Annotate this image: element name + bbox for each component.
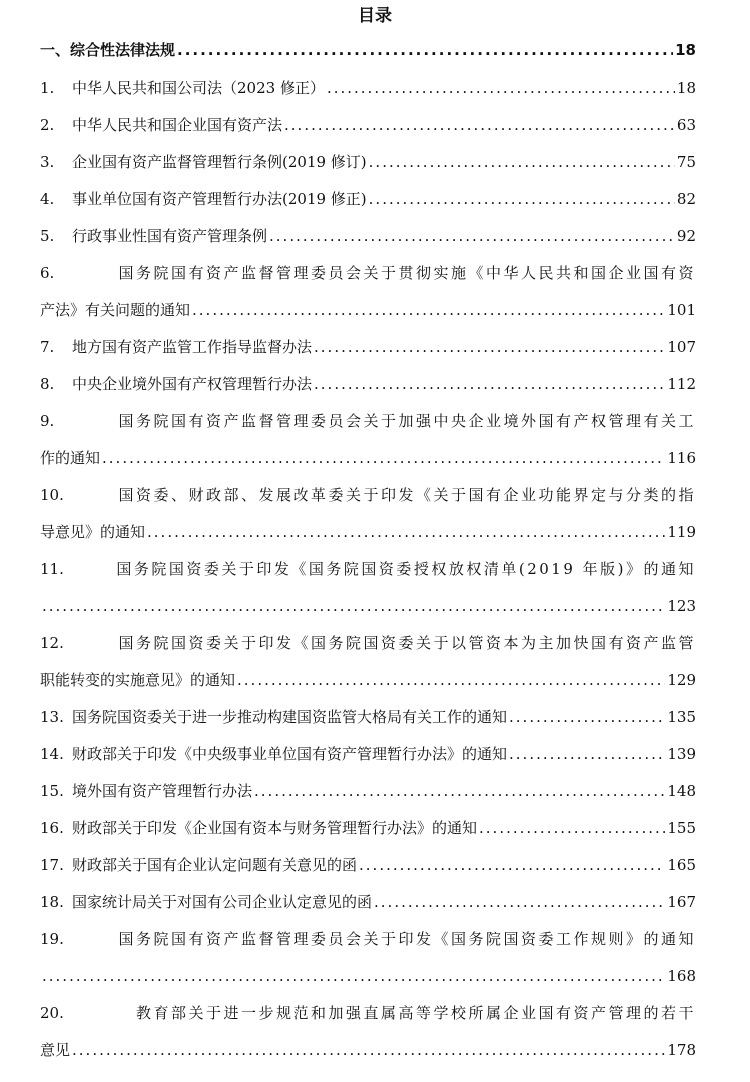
entry-title-part2: 导意见》的通知 [40,523,146,541]
entry-number: 18. [40,893,64,911]
entry-title: 财政部关于印发《中央级事业单位国有资产管理暂行办法》的通知 [72,745,508,763]
page-number: 129 [667,671,696,689]
toc-entry[interactable] [40,334,696,360]
page-number: 178 [667,1041,696,1059]
toc-entry[interactable] [40,223,696,249]
entry-number: 10. [40,486,64,504]
toc-entry-line1[interactable] [40,556,696,582]
toc-entry[interactable] [40,149,696,175]
toc-entry-line1[interactable] [40,260,696,286]
page-number: 165 [667,856,696,874]
entry-title: 行政事业性国有资产管理条例 [72,227,268,245]
dot-leader [509,741,665,767]
dot-leader [72,1037,665,1063]
entry-title: 地方国有资产监管工作指导监督办法 [72,338,313,356]
dot-leader [42,963,665,989]
dot-leader [237,667,665,693]
entry-title-part1: 国务院国有资产监督管理委员会关于加强中央企业境外国有产权管理有关工 [118,412,696,430]
toc-entry-line1[interactable] [40,408,696,434]
entry-title-part1: 国务院国资委关于印发《国务院国资委关于以管资本为主加快国有资产监管 [118,634,696,652]
dot-leader [359,852,665,878]
dot-leader [479,815,665,841]
toc-entry-line1[interactable] [40,1000,696,1026]
toc-entry-line1[interactable] [40,482,696,508]
page-number: 119 [667,523,696,541]
entry-title: 企业国有资产监督管理暂行条例(2019 修订) [72,153,367,171]
dot-leader [327,75,675,101]
entry-number: 17. [40,856,64,874]
entry-number: 8. [40,375,55,393]
toc-entry[interactable] [40,852,696,878]
page-number: 135 [667,708,696,726]
toc-entry-line2[interactable] [40,445,696,471]
section-label: 一、综合性法律法规 [40,41,176,59]
entry-number: 13. [40,708,64,726]
dot-leader [269,223,675,249]
toc-entry[interactable] [40,371,696,397]
page-number: 75 [676,153,696,171]
entry-number: 5. [40,227,55,245]
entry-title-part1: 教育部关于进一步规范和加强直属高等学校所属企业国有资产管理的若干 [135,1004,696,1022]
entry-title-part1: 国务院国有资产监督管理委员会关于印发《国务院国资委工作规则》的通知 [118,930,696,948]
entry-number: 12. [40,634,64,652]
page-number: 107 [667,338,696,356]
dot-leader [147,519,665,545]
toc-section-heading[interactable] [40,37,696,63]
dot-leader [284,112,675,138]
toc-entry-line2[interactable] [40,297,696,323]
dot-leader [369,149,675,175]
entry-number: 6. [40,264,55,282]
entry-title-part1: 国务院国资委关于印发《国务院国资委授权放权清单(2019 年版)》的通知 [116,560,696,578]
entry-title: 中华人民共和国企业国有资产法 [72,116,283,134]
toc-entry-line2[interactable] [40,593,696,619]
entry-number: 7. [40,338,55,356]
toc-entry[interactable] [40,778,696,804]
toc-title: 目录 [358,6,392,26]
entry-title-part2: 意见 [40,1041,71,1059]
entry-number: 19. [40,930,64,948]
page-number: 116 [667,449,696,467]
entry-title: 财政部关于印发《企业国有资本与财务管理暂行办法》的通知 [72,819,478,837]
dot-leader [192,297,665,323]
entry-number: 16. [40,819,64,837]
page-number: 18 [675,41,696,59]
entry-title: 国家统计局关于对国有公司企业认定意见的函 [72,893,373,911]
toc-entry-line1[interactable] [40,926,696,952]
toc-entry-line2[interactable] [40,1037,696,1063]
page-number: 82 [676,190,696,208]
entry-number: 14. [40,745,64,763]
entry-title-part2: 职能转变的实施意见》的通知 [40,671,236,689]
entry-number: 15. [40,782,64,800]
toc-entry-line1[interactable] [40,630,696,656]
page-number: 101 [667,301,696,319]
dot-leader [369,186,675,212]
dot-leader [509,704,665,730]
dot-leader [177,37,673,63]
entry-title: 财政部关于国有企业认定问题有关意见的函 [72,856,358,874]
dot-leader [314,371,665,397]
dot-leader [102,445,665,471]
toc-entry-line2[interactable] [40,667,696,693]
toc-entry[interactable] [40,815,696,841]
entry-number: 11. [40,560,64,578]
page-number: 155 [667,819,696,837]
entry-number: 20. [40,1004,64,1022]
page-number: 63 [676,116,696,134]
toc-entry-line2[interactable] [40,963,696,989]
toc-entry[interactable] [40,186,696,212]
entry-number: 2. [40,116,55,134]
entry-title: 境外国有资产管理暂行办法 [72,782,253,800]
page-number: 92 [676,227,696,245]
toc-entry[interactable] [40,112,696,138]
toc-entry[interactable] [40,704,696,730]
entry-title-part1: 国务院国有资产监督管理委员会关于贯彻实施《中华人民共和国企业国有资 [118,264,696,282]
entry-number: 4. [40,190,55,208]
page-number: 167 [667,893,696,911]
entry-title: 中华人民共和国公司法（2023 修正） [72,79,325,97]
dot-leader [254,778,665,804]
dot-leader [314,334,665,360]
page-number: 18 [676,79,696,97]
entry-number: 1. [40,79,55,97]
page-number: 139 [667,745,696,763]
entry-title: 国务院国资委关于进一步推动构建国资监管大格局有关工作的通知 [72,708,508,726]
toc-entry[interactable] [40,889,696,915]
entry-number: 9. [40,412,55,430]
dot-leader [42,593,665,619]
toc-entry[interactable] [40,741,696,767]
page-number: 168 [667,967,696,985]
entry-title: 中央企业境外国有产权管理暂行办法 [72,375,313,393]
toc-entry[interactable] [40,75,696,101]
entry-title-part1: 国资委、财政部、发展改革委关于印发《关于国有企业功能界定与分类的指 [118,486,696,504]
dot-leader [374,889,665,915]
entry-title: 事业单位国有资产管理暂行办法(2019 修正) [72,190,367,208]
entry-title-part2: 产法》有关问题的通知 [40,301,191,319]
page-number: 148 [667,782,696,800]
toc-entry-line2[interactable] [40,519,696,545]
entry-number: 3. [40,153,55,171]
entry-title-part2: 作的通知 [40,449,101,467]
page-number: 123 [667,597,696,615]
page-number: 112 [667,375,696,393]
